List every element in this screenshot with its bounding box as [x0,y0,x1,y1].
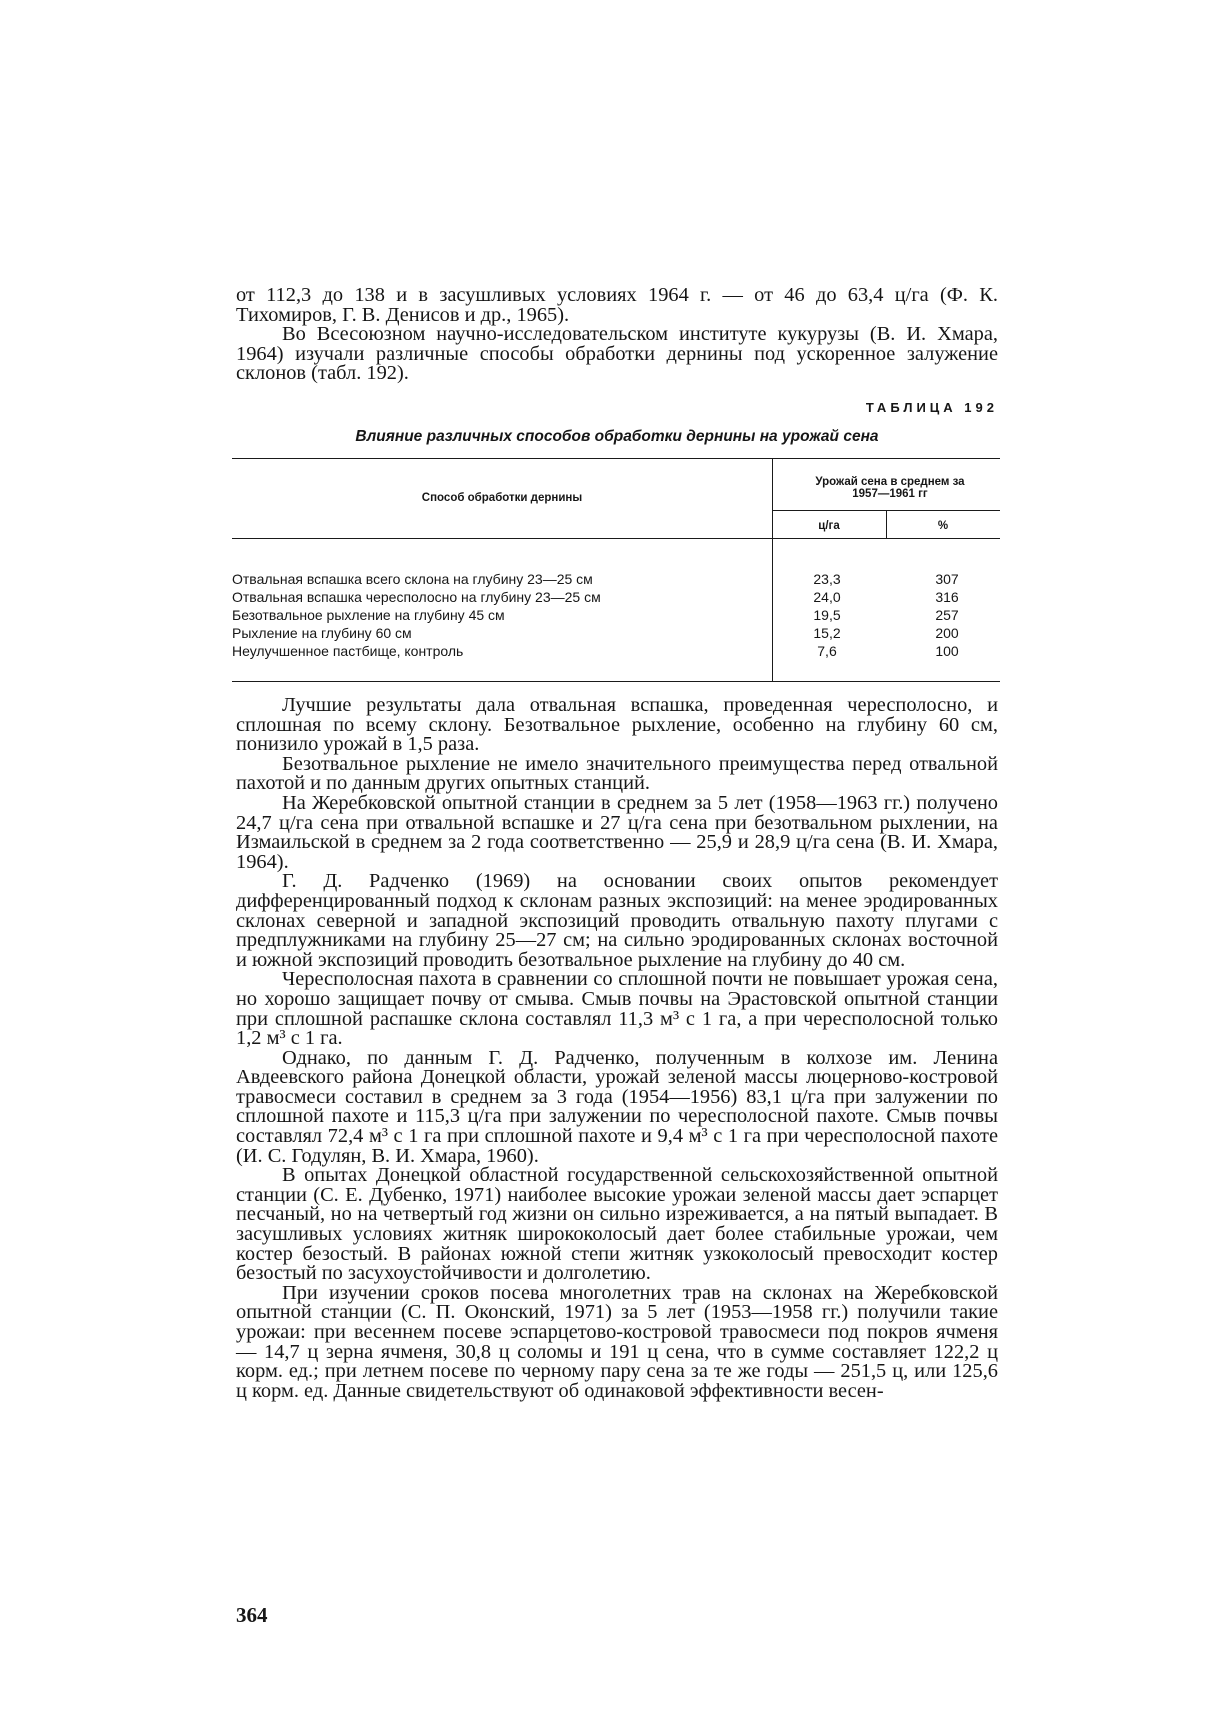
row-cga: 23,3 [813,571,841,587]
table-row [232,642,1000,660]
paragraph: В опытах Донецкой областной государственной сельскохозяйственной опытной станции (С. Е. Дубенко, 1971) наиболее высокие урожаи зеленой массы дает эспарцет песчаный, но на четвертый год жизни он сильно изреживается, а на пятый выпадает. В засушливых условиях житняк ширококолосый дает более стабильные урожаи, чем костер безостый. В районах южной степи житняк узкоколосый превосходит костер безостый по засухоустойчивости и долголетию. [236,1164,998,1285]
column-header-method: Способ обработки дернины [421,492,583,504]
table-caption: Влияние различных способов обработки дернины на урожай сена [355,428,879,445]
row-pct: 316 [935,589,959,605]
body-text [236,696,998,1401]
table-row [232,624,1000,642]
paragraph: от 112,3 до 138 и в засушливых условиях 1964 г. — от 46 до 63,4 ц/га (Ф. К. Тихомиров, Г. В. Денисов и др., 1965). [236,284,998,326]
table-row [232,570,1000,588]
row-cga: 19,5 [813,607,841,623]
table-rule-bottom [232,681,1000,682]
paragraph: Г. Д. Радченко (1969) на основании своих опытов рекомендует дифференцированный подход к склонам разных экспозиций: на менее эродированных склонах северной и западной экспозиций проводить отвальную пахоту плугами с предплужниками на глубину 25—27 см; на сильно эродированных склонах восточной и южной экспозиций проводить безотвальное рыхление на глубину до 40 см. [236,870,998,971]
column-header-yield: Урожай сена в среднем за 1957—1961 гг [815,476,965,500]
paragraph: На Жеребковской опытной станции в среднем за 5 лет (1958—1963 гг.) получено 24,7 ц/га сена при отвальной вспашке и 27 ц/га сена при безотвальном рыхлении, на Измаильской в среднем за 2 года соответственно — 25,9 и 28,9 ц/га сена (В. И. Хмара, 1964). [236,791,998,873]
data-table [232,458,1000,683]
paragraph: Однако, по данным Г. Д. Радченко, полученным в колхозе им. Ленина Авдеевского района Донецкой области, урожай зеленой массы люцерново-костровой травосмеси составил в среднем за 3 года (1954—1956) 83,1 ц/га при залужении по сплошной пахоте и 115,3 ц/га при залужении по чересполосной пахоте. Смыв почвы составлял 72,4 м³ с 1 га при сплошной пахоте и 9,4 м³ с 1 га при чересполосной пахоте (И. С. Годулян, В. И. Хмара, 1960). [236,1046,998,1167]
row-pct: 100 [935,643,959,659]
row-cga: 7,6 [817,643,837,659]
table-row [232,588,1000,606]
row-method: Рыхление на глубину 60 см [232,625,412,641]
column-header-cga: ц/га [818,520,840,532]
row-cga: 24,0 [813,589,841,605]
paragraph: При изучении сроков посева многолетних трав на склонах на Жеребковской опытной станции (С. П. Оконский, 1971) за 5 лет (1953—1958 гг.) получили такие урожаи: при весеннем посеве эспарцетово-костровой травосмеси под покров ячменя — 14,7 ц зерна ячменя, 30,8 ц соломы и 191 ц сена, что в сумме составляет 122,2 ц корм. ед.; при летнем посеве по черному пару сена за те же годы — 251,5 ц, или 125,6 ц корм. ед. Данные свидетельствуют об одинаковой эффективности весен- [236,1281,998,1402]
paragraph: Чересполосная пахота в сравнении со сплошной почти не повышает урожая сена, но хорошо защищает почву от смыва. Смыв почвы на Эрастовской опытной станции при сплошной распашке склона составлял 11,3 м³ с 1 га, а при чересполосной только 1,2 м³ с 1 га. [236,968,998,1050]
row-method: Безотвальное рыхление на глубину 45 см [232,607,505,623]
row-cga: 15,2 [813,625,841,641]
paragraph: Безотвальное рыхление не имело значительного преимущества перед отвальной пахотой и по данным других опытных станций. [236,752,998,795]
row-method: Неулучшенное пастбище, контроль [232,643,464,659]
table-label: ТАБЛИЦА 192 [865,400,998,415]
intro-text [236,286,998,384]
row-method: Отвальная вспашка чересполосно на глубину 23—25 см [232,589,601,605]
column-header-pct: % [937,520,949,532]
table-rule-top [232,458,1000,459]
paragraph: Во Всесоюзном научно-исследовательском институте кукурузы (В. И. Хмара, 1964) изучали различные способы обработки дернины под ускоренное залужение склонов (табл. 192). [236,323,998,385]
page-number: 364 [236,1603,268,1627]
row-pct: 200 [935,625,959,641]
table-row [232,606,1000,624]
table-rule-header [232,538,1000,539]
paragraph: Лучшие результаты дала отвальная вспашка, проведенная чересполосно, и сплошная по всему склону. Безотвальное рыхление, особенно на глубину 60 см, понизило урожай в 1,5 раза. [236,694,998,756]
row-method: Отвальная вспашка всего склона на глубину 23—25 см [232,571,593,587]
row-pct: 307 [935,571,959,587]
row-pct: 257 [935,607,959,623]
